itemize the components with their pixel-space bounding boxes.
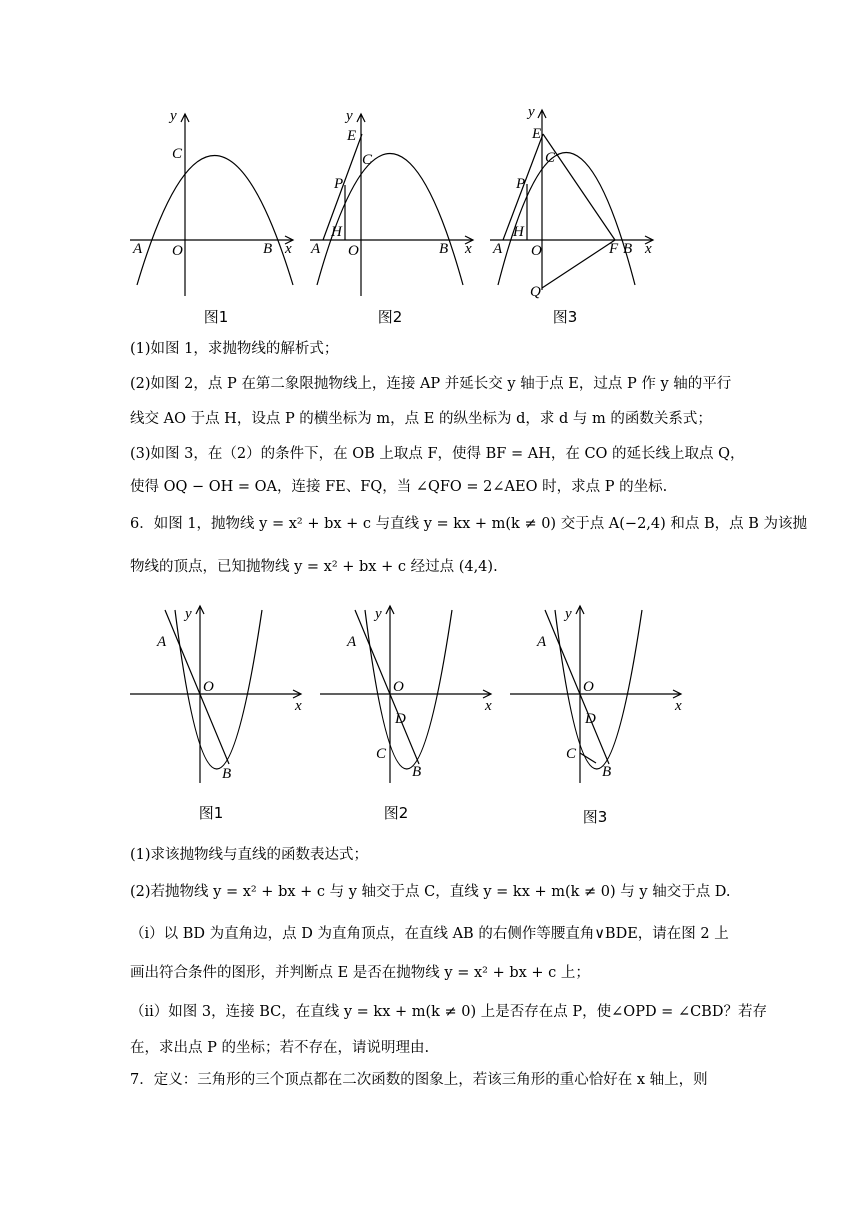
x-axis-label: x xyxy=(465,241,472,257)
x-axis-label: x xyxy=(675,698,682,714)
q5-figure-3-caption: 图3 xyxy=(552,308,578,326)
y-axis-label: y xyxy=(528,104,535,120)
q5-figure-2 xyxy=(305,100,480,305)
point-F-label: F xyxy=(609,241,619,257)
point-D-label: D xyxy=(585,711,596,727)
x-axis-label: x xyxy=(285,241,292,257)
point-B-label: B xyxy=(222,766,232,782)
q6-part-2-i-line-1: （i）以 BD 为直角边，点 D 为直角顶点，在直线 AB 的右侧作等腰直角∨BDE，请在图 2 上 xyxy=(130,926,729,942)
point-B-label: B xyxy=(263,241,273,257)
origin-label: O xyxy=(348,243,359,259)
point-C-label: C xyxy=(172,146,183,162)
q7-line-1: 7．定义：三角形的三个顶点都在二次函数的图象上，若该三角形的重心恰好在 x 轴上，则 xyxy=(130,1072,708,1088)
q5-part-2-line-2: 线交 AO 于点 H，设点 P 的横坐标为 m，点 E 的纵坐标为 d，求 d 与 m 的函数关系式； xyxy=(130,411,712,427)
origin-label: O xyxy=(393,679,404,695)
origin-label: O xyxy=(172,243,183,259)
point-B-label: B xyxy=(602,764,612,780)
q5-figure-1 xyxy=(125,100,300,305)
point-A-label: A xyxy=(157,634,167,650)
q6-part-2: (2)若抛物线 y = x² + bx + c 与 y 轴交于点 C，直线 y = kx + m(k ≠ 0) 与 y 轴交于点 D. xyxy=(130,884,731,900)
q6-figure-3-caption: 图3 xyxy=(582,808,608,826)
q6-figure-2-caption: 图2 xyxy=(383,804,409,822)
q5-figure-3 xyxy=(485,100,660,305)
point-E-label: E xyxy=(347,128,357,144)
origin-label: O xyxy=(531,243,542,259)
point-D-label: D xyxy=(395,711,406,727)
point-A-label: A xyxy=(537,634,547,650)
point-A-label: A xyxy=(493,241,503,257)
q6-figure-1 xyxy=(125,598,310,798)
q6-figure-2 xyxy=(315,598,500,798)
point-A-label: A xyxy=(347,634,357,650)
q6-intro-line-1: 6．如图 1，抛物线 y = x² + bx + c 与直线 y = kx + m(k ≠ 0) 交于点 A(−2,4) 和点 B，点 B 为该抛 xyxy=(130,516,808,532)
y-axis-label: y xyxy=(170,108,177,124)
q5-part-3-line-1: (3)如图 3，在（2）的条件下，在 OB 上取点 F，使得 BF = AH，在 CO 的延长线上取点 Q， xyxy=(130,446,745,462)
x-axis-label: x xyxy=(485,698,492,714)
point-C-label: C xyxy=(566,746,577,762)
point-E-label: E xyxy=(532,126,542,142)
q5-figure-1-caption: 图1 xyxy=(203,308,229,326)
point-Q-label: Q xyxy=(530,284,541,300)
q5-figure-2-caption: 图2 xyxy=(377,308,403,326)
point-C-label: C xyxy=(545,150,556,166)
point-P-label: P xyxy=(516,176,526,192)
q6-part-2-i-line-2: 画出符合条件的图形，并判断点 E 是否在抛物线 y = x² + bx + c 上； xyxy=(130,965,590,981)
y-axis-label: y xyxy=(375,606,382,622)
point-P-label: P xyxy=(334,176,344,192)
q5-part-1: (1)如图 1，求抛物线的解析式； xyxy=(130,341,339,357)
point-C-label: C xyxy=(376,746,387,762)
q6-part-1: (1)求该抛物线与直线的函数表达式； xyxy=(130,847,369,863)
origin-label: O xyxy=(583,679,594,695)
q6-part-2-ii-line-2: 在，求出点 P 的坐标；若不存在，请说明理由. xyxy=(130,1040,430,1056)
y-axis-label: y xyxy=(346,108,353,124)
point-A-label: A xyxy=(311,241,321,257)
point-H-label: H xyxy=(513,224,524,240)
q6-intro-line-2: 物线的顶点，已知抛物线 y = x² + bx + c 经过点 (4,4). xyxy=(130,559,498,575)
point-B-label: B xyxy=(412,764,422,780)
x-axis-label: x xyxy=(645,241,652,257)
point-A-label: A xyxy=(133,241,143,257)
point-B-label: B xyxy=(623,241,633,257)
q6-figure-3 xyxy=(505,598,690,798)
q5-part-2-line-1: (2)如图 2，点 P 在第二象限抛物线上，连接 AP 并延长交 y 轴于点 E，过点 P 作 y 轴的平行 xyxy=(130,376,732,392)
y-axis-label: y xyxy=(185,606,192,622)
x-axis-label: x xyxy=(295,698,302,714)
y-axis-label: y xyxy=(565,606,572,622)
q6-figure-1-caption: 图1 xyxy=(198,804,224,822)
point-C-label: C xyxy=(362,152,373,168)
q5-part-3-line-2: 使得 OQ − OH = OA，连接 FE、FQ，当 ∠QFO = 2∠AEO 时，求点 P 的坐标. xyxy=(130,479,668,495)
origin-label: O xyxy=(203,679,214,695)
point-B-label: B xyxy=(439,241,449,257)
point-H-label: H xyxy=(331,224,342,240)
q6-part-2-ii-line-1: （ii）如图 3，连接 BC，在直线 y = kx + m(k ≠ 0) 上是否存在点 P，使∠OPD = ∠CBD？若存 xyxy=(130,1004,767,1020)
